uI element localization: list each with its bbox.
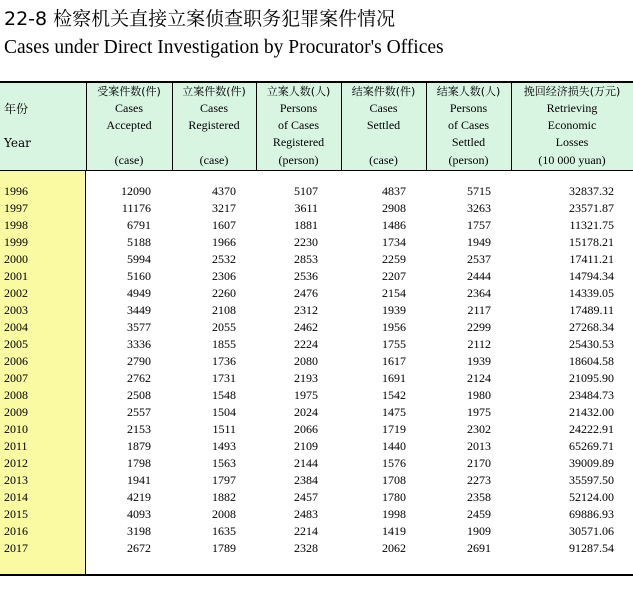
value-cell: 14339.05	[569, 286, 614, 300]
value-cell: 2117	[467, 303, 491, 317]
value-cell: 2299	[467, 320, 491, 334]
value-cell: 1998	[382, 507, 406, 521]
value-cell: 2483	[294, 507, 318, 521]
year-cell: 1999	[4, 235, 28, 249]
column-header-cn: 立案人数(人)	[266, 85, 331, 98]
table-row	[0, 269, 633, 286]
column-header-en2: Settled	[366, 118, 401, 132]
value-cell: 3577	[127, 320, 151, 334]
table-row	[0, 252, 633, 269]
column-header-cn: 结案人数(人)	[436, 85, 501, 98]
value-cell: 65269.71	[569, 439, 614, 453]
year-header-english: Year	[4, 136, 31, 150]
value-cell: 1941	[127, 473, 151, 487]
column-header-en3: Registered	[272, 135, 325, 149]
value-cell: 2444	[467, 269, 491, 283]
value-cell: 1966	[212, 235, 236, 249]
value-cell: 1542	[382, 388, 406, 402]
value-cell: 5188	[127, 235, 151, 249]
value-cell: 2557	[127, 405, 151, 419]
value-cell: 1419	[382, 524, 406, 538]
value-cell: 1576	[382, 456, 406, 470]
value-cell: 18604.58	[569, 354, 614, 368]
column-header-en3: Settled	[451, 135, 486, 149]
table-row	[0, 473, 633, 490]
value-cell: 1511	[212, 422, 236, 436]
value-cell: 2459	[467, 507, 491, 521]
value-cell: 69886.93	[569, 507, 614, 521]
table-row	[0, 184, 633, 201]
value-cell: 2302	[467, 422, 491, 436]
table-row	[0, 490, 633, 507]
year-cell: 2010	[4, 422, 28, 436]
value-cell: 23571.87	[569, 201, 614, 215]
year-cell: 2016	[4, 524, 28, 538]
table-title-english: Cases under Direct Investigation by Procurator's Offices	[4, 37, 444, 58]
column-header-en2: of Cases	[448, 118, 489, 132]
value-cell: 1563	[212, 456, 236, 470]
value-cell: 1617	[382, 354, 406, 368]
column-unit: (case)	[199, 153, 229, 167]
value-cell: 1486	[382, 218, 406, 232]
value-cell: 39009.89	[569, 456, 614, 470]
year-header-chinese: 年份	[4, 102, 29, 116]
table-title-chinese: 22-8 检察机关直接立案侦查职务犯罪案件情况	[4, 8, 396, 30]
value-cell: 1939	[382, 303, 406, 317]
value-cell: 3198	[127, 524, 151, 538]
value-cell: 2306	[212, 269, 236, 283]
value-cell: 2170	[467, 456, 491, 470]
value-cell: 3449	[127, 303, 151, 317]
value-cell: 2062	[382, 541, 406, 555]
column-header-en1: Retrieving	[546, 101, 598, 115]
value-cell: 2273	[467, 473, 491, 487]
value-cell: 2055	[212, 320, 236, 334]
value-cell: 6791	[127, 218, 151, 232]
year-cell: 1996	[4, 184, 28, 198]
table-row	[0, 524, 633, 541]
column-header-en2: Economic	[547, 118, 597, 132]
value-cell: 1879	[127, 439, 151, 453]
value-cell: 4219	[127, 490, 151, 504]
column-unit: (person)	[448, 153, 489, 167]
value-cell: 1909	[467, 524, 491, 538]
value-cell: 11176	[121, 201, 151, 215]
value-cell: 1780	[382, 490, 406, 504]
value-cell: 2230	[294, 235, 318, 249]
value-cell: 2457	[294, 490, 318, 504]
value-cell: 30571.06	[569, 524, 614, 538]
year-cell: 2000	[4, 252, 28, 266]
value-cell: 2691	[467, 541, 491, 555]
table-row	[0, 320, 633, 337]
value-cell: 5160	[127, 269, 151, 283]
column-unit: (case)	[369, 153, 398, 167]
year-cell: 2002	[4, 286, 28, 300]
table-row	[0, 235, 633, 252]
year-cell: 1997	[4, 201, 28, 215]
value-cell: 2328	[294, 541, 318, 555]
value-cell: 2224	[294, 337, 318, 351]
value-cell: 12090	[121, 184, 151, 198]
year-cell: 2003	[4, 303, 28, 317]
value-cell: 2108	[212, 303, 236, 317]
value-cell: 1755	[382, 337, 406, 351]
table-row	[0, 507, 633, 524]
column-header-en1: Persons	[279, 101, 318, 115]
value-cell: 3336	[127, 337, 151, 351]
table-row	[0, 286, 633, 303]
table-row	[0, 201, 633, 218]
year-cell: 2009	[4, 405, 28, 419]
value-cell: 24222.91	[569, 422, 614, 436]
year-cell: 2005	[4, 337, 28, 351]
table-row	[0, 405, 633, 422]
table-row	[0, 337, 633, 354]
year-cell: 2001	[4, 269, 28, 283]
column-unit: (10 000 yuan)	[538, 153, 606, 167]
value-cell: 1956	[382, 320, 406, 334]
column-header	[172, 83, 256, 171]
column-header-cn: 挽回经济损失(万元)	[523, 85, 621, 98]
value-cell: 11321.75	[569, 218, 614, 232]
value-cell: 21432.00	[569, 405, 614, 419]
value-cell: 25430.53	[569, 337, 614, 351]
table-row	[0, 439, 633, 456]
year-cell: 2015	[4, 507, 28, 521]
value-cell: 2476	[294, 286, 318, 300]
column-header-cn: 立案件数(件)	[182, 85, 246, 98]
table-row	[0, 303, 633, 320]
column-header-en3	[86, 134, 172, 151]
year-cell: 2017	[4, 541, 28, 555]
value-cell: 2384	[294, 473, 318, 487]
value-cell: 52124.00	[569, 490, 614, 504]
value-cell: 2066	[294, 422, 318, 436]
table-row	[0, 456, 633, 473]
value-cell: 15178.21	[569, 235, 614, 249]
column-header-en2: Accepted	[106, 118, 152, 132]
value-cell: 17489.11	[569, 303, 614, 317]
value-cell: 2259	[382, 252, 406, 266]
value-cell: 2672	[127, 541, 151, 555]
value-cell: 1736	[212, 354, 236, 368]
column-header-en3: Losses	[555, 135, 589, 149]
value-cell: 1882	[212, 490, 236, 504]
value-cell: 2109	[294, 439, 318, 453]
column-header-en2: of Cases	[278, 118, 319, 132]
value-cell: 2762	[127, 371, 151, 385]
value-cell: 2154	[382, 286, 406, 300]
value-cell: 5107	[294, 184, 318, 198]
value-cell: 1708	[382, 473, 406, 487]
value-cell: 2364	[467, 286, 491, 300]
value-cell: 1789	[212, 541, 236, 555]
year-cell: 2007	[4, 371, 28, 385]
column-header-cn: 受案件数(件)	[97, 85, 161, 98]
value-cell: 2124	[467, 371, 491, 385]
value-cell: 4370	[212, 184, 236, 198]
value-cell: 2214	[294, 524, 318, 538]
value-cell: 1855	[212, 337, 236, 351]
value-cell: 2508	[127, 388, 151, 402]
column-header	[341, 83, 426, 171]
year-cell: 2004	[4, 320, 28, 334]
value-cell: 2790	[127, 354, 151, 368]
column-header-en3	[172, 134, 256, 151]
value-cell: 4837	[382, 184, 406, 198]
value-cell: 14794.34	[569, 269, 614, 283]
year-cell: 2011	[4, 439, 28, 453]
value-cell: 1980	[467, 388, 491, 402]
value-cell: 1548	[212, 388, 236, 402]
year-cell: 2013	[4, 473, 28, 487]
value-cell: 2536	[294, 269, 318, 283]
value-cell: 4949	[127, 286, 151, 300]
year-cell: 2012	[4, 456, 28, 470]
value-cell: 1635	[212, 524, 236, 538]
statistics-table	[0, 81, 633, 576]
value-cell: 1949	[467, 235, 491, 249]
year-cell: 1998	[4, 218, 28, 232]
value-cell: 1719	[382, 422, 406, 436]
value-cell: 2462	[294, 320, 318, 334]
value-cell: 91287.54	[569, 541, 614, 555]
value-cell: 2193	[294, 371, 318, 385]
year-cell: 2008	[4, 388, 28, 402]
value-cell: 2144	[294, 456, 318, 470]
column-header-en1: Cases	[115, 101, 143, 115]
value-cell: 5994	[127, 252, 151, 266]
value-cell: 1691	[382, 371, 406, 385]
value-cell: 3217	[212, 201, 236, 215]
column-unit: (case)	[114, 153, 144, 167]
year-cell: 2006	[4, 354, 28, 368]
column-header-en1: Persons	[449, 101, 488, 115]
value-cell: 1607	[212, 218, 236, 232]
column-header-en1: Cases	[200, 101, 228, 115]
column-header-en3	[341, 134, 426, 151]
value-cell: 2008	[212, 507, 236, 521]
value-cell: 1734	[382, 235, 406, 249]
value-cell: 1440	[382, 439, 406, 453]
table-row	[0, 388, 633, 405]
table-row	[0, 218, 633, 235]
value-cell: 1975	[467, 405, 491, 419]
value-cell: 21095.90	[569, 371, 614, 385]
value-cell: 23484.73	[569, 388, 614, 402]
value-cell: 32837.32	[569, 184, 614, 198]
column-header	[511, 83, 633, 171]
value-cell: 2853	[294, 252, 318, 266]
value-cell: 1797	[212, 473, 236, 487]
table-row	[0, 541, 633, 558]
column-header	[86, 83, 172, 171]
value-cell: 2358	[467, 490, 491, 504]
value-cell: 2532	[212, 252, 236, 266]
value-cell: 1757	[467, 218, 491, 232]
value-cell: 27268.34	[569, 320, 614, 334]
value-cell: 1504	[212, 405, 236, 419]
value-cell: 2153	[127, 422, 151, 436]
value-cell: 3611	[294, 201, 318, 215]
column-header-en1: Cases	[369, 101, 398, 115]
value-cell: 2080	[294, 354, 318, 368]
value-cell: 1493	[212, 439, 236, 453]
table-row	[0, 422, 633, 439]
value-cell: 3263	[467, 201, 491, 215]
value-cell: 1731	[212, 371, 236, 385]
value-cell: 2537	[467, 252, 491, 266]
value-cell: 5715	[467, 184, 491, 198]
table-row	[0, 371, 633, 388]
year-cell: 2014	[4, 490, 28, 504]
value-cell: 1798	[127, 456, 151, 470]
column-unit: (person)	[278, 153, 319, 167]
value-cell: 2260	[212, 286, 236, 300]
value-cell: 2908	[382, 201, 406, 215]
value-cell: 1975	[294, 388, 318, 402]
table-row	[0, 354, 633, 371]
value-cell: 2013	[467, 439, 491, 453]
column-header	[426, 83, 511, 171]
value-cell: 1881	[294, 218, 318, 232]
column-header-cn: 结案件数(件)	[351, 85, 416, 98]
value-cell: 2207	[382, 269, 406, 283]
value-cell: 2312	[294, 303, 318, 317]
value-cell: 2024	[294, 405, 318, 419]
value-cell: 2112	[467, 337, 491, 351]
value-cell: 35597.50	[569, 473, 614, 487]
value-cell: 17411.21	[569, 252, 614, 266]
value-cell: 1939	[467, 354, 491, 368]
column-header-en2: Registered	[188, 118, 240, 132]
value-cell: 1475	[382, 405, 406, 419]
column-header	[256, 83, 341, 171]
value-cell: 4093	[127, 507, 151, 521]
